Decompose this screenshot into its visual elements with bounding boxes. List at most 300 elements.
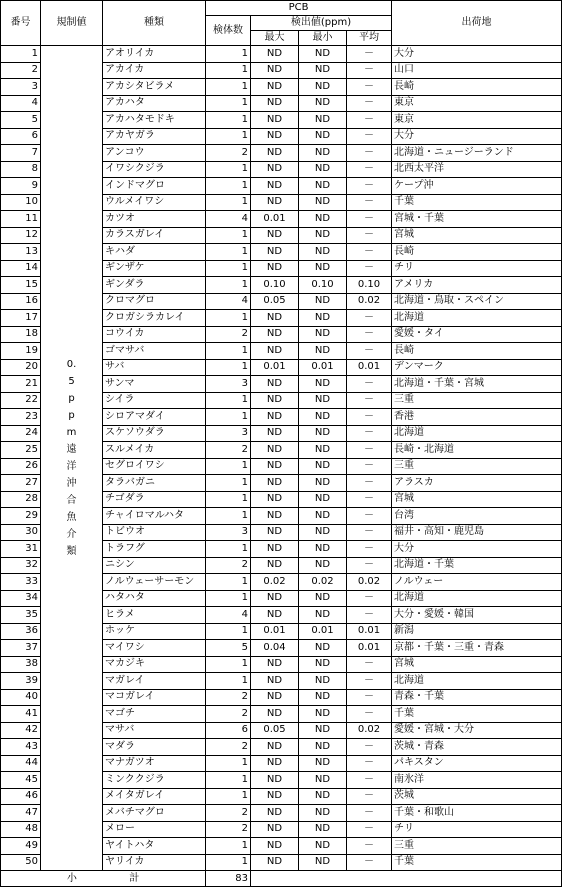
header-max: 最大 (251, 31, 299, 46)
cell-no: 33 (1, 574, 41, 591)
cell-origin: 東京 (392, 112, 562, 129)
cell-count: 1 (206, 508, 251, 525)
cell-no: 44 (1, 755, 41, 772)
cell-species: マコガレイ (103, 689, 206, 706)
cell-min: ND (299, 805, 347, 822)
cell-no: 5 (1, 112, 41, 129)
cell-max: ND (251, 112, 299, 129)
cell-origin: 長崎 (392, 79, 562, 96)
header-detected: 検出値(ppm) (251, 16, 392, 31)
cell-min: ND (299, 458, 347, 475)
cell-max: 0.10 (251, 277, 299, 294)
cell-avg: － (347, 475, 392, 492)
cell-min: 0.01 (299, 359, 347, 376)
cell-count: 1 (206, 161, 251, 178)
cell-min: ND (299, 178, 347, 195)
cell-species: キハダ (103, 244, 206, 261)
cell-count: 2 (206, 689, 251, 706)
cell-no: 30 (1, 524, 41, 541)
cell-no: 37 (1, 640, 41, 657)
cell-species: アカハタモドキ (103, 112, 206, 129)
cell-max: ND (251, 194, 299, 211)
cell-max: ND (251, 442, 299, 459)
cell-max: ND (251, 128, 299, 145)
cell-min: ND (299, 491, 347, 508)
cell-species: マガレイ (103, 673, 206, 690)
cell-avg: － (347, 211, 392, 228)
cell-min: ND (299, 260, 347, 277)
cell-max: ND (251, 772, 299, 789)
cell-no: 48 (1, 821, 41, 838)
cell-origin: ケープ沖 (392, 178, 562, 195)
subtotal-label-2: 計 (129, 872, 140, 884)
cell-max: ND (251, 524, 299, 541)
cell-count: 3 (206, 524, 251, 541)
cell-max: ND (251, 145, 299, 162)
cell-count: 1 (206, 541, 251, 558)
cell-avg: － (347, 838, 392, 855)
cell-max: ND (251, 607, 299, 624)
cell-avg: － (347, 145, 392, 162)
cell-origin: 山口 (392, 62, 562, 79)
cell-avg: － (347, 194, 392, 211)
cell-avg: － (347, 442, 392, 459)
cell-min: ND (299, 590, 347, 607)
header-count: 検体数 (206, 16, 251, 46)
cell-max: ND (251, 425, 299, 442)
cell-min: ND (299, 145, 347, 162)
cell-origin: 台湾 (392, 508, 562, 525)
cell-min: ND (299, 706, 347, 723)
cell-species: ヤリイカ (103, 854, 206, 871)
cell-no: 7 (1, 145, 41, 162)
cell-species: ウルメイワシ (103, 194, 206, 211)
cell-no: 17 (1, 310, 41, 327)
cell-no: 47 (1, 805, 41, 822)
cell-avg: － (347, 739, 392, 756)
cell-min: ND (299, 194, 347, 211)
subtotal-count: 83 (206, 871, 251, 887)
cell-count: 1 (206, 343, 251, 360)
header-species: 種類 (103, 1, 206, 46)
cell-no: 50 (1, 854, 41, 871)
cell-max: ND (251, 788, 299, 805)
cell-origin: 新潟 (392, 623, 562, 640)
cell-species: マカジキ (103, 656, 206, 673)
cell-species: ノルウェーサーモン (103, 574, 206, 591)
cell-max: ND (251, 376, 299, 393)
cell-avg: － (347, 706, 392, 723)
cell-species: ニシン (103, 557, 206, 574)
cell-species: アカヤガラ (103, 128, 206, 145)
cell-no: 49 (1, 838, 41, 855)
regulation-value: 0.5ppm遠洋沖合魚介類 (66, 359, 77, 557)
cell-count: 4 (206, 211, 251, 228)
cell-species: トビウオ (103, 524, 206, 541)
cell-count: 1 (206, 62, 251, 79)
cell-no: 40 (1, 689, 41, 706)
cell-origin: 北海道 (392, 310, 562, 327)
cell-origin: チリ (392, 821, 562, 838)
cell-species: ギンザケ (103, 260, 206, 277)
cell-no: 9 (1, 178, 41, 195)
regulation-value-cell (41, 46, 103, 871)
cell-max: ND (251, 79, 299, 96)
cell-count: 1 (206, 574, 251, 591)
cell-origin: 東京 (392, 95, 562, 112)
cell-species: チゴダラ (103, 491, 206, 508)
cell-avg: － (347, 524, 392, 541)
table-body (1, 46, 562, 871)
cell-count: 1 (206, 112, 251, 129)
cell-origin: 北海道 (392, 425, 562, 442)
cell-min: ND (299, 343, 347, 360)
cell-min: ND (299, 508, 347, 525)
cell-max: ND (251, 409, 299, 426)
cell-species: インドマグロ (103, 178, 206, 195)
cell-no: 23 (1, 409, 41, 426)
cell-count: 2 (206, 326, 251, 343)
cell-no: 31 (1, 541, 41, 558)
table-header (1, 1, 562, 46)
cell-no: 26 (1, 458, 41, 475)
cell-avg: － (347, 541, 392, 558)
cell-origin: 北西太平洋 (392, 161, 562, 178)
cell-species: サンマ (103, 376, 206, 393)
cell-avg: － (347, 161, 392, 178)
cell-max: ND (251, 260, 299, 277)
cell-count: 4 (206, 607, 251, 624)
cell-species: チャイロマルハタ (103, 508, 206, 525)
cell-no: 28 (1, 491, 41, 508)
cell-avg: － (347, 95, 392, 112)
cell-avg: － (347, 508, 392, 525)
cell-max: 0.01 (251, 211, 299, 228)
cell-count: 1 (206, 854, 251, 871)
cell-no: 34 (1, 590, 41, 607)
cell-origin: 大分 (392, 541, 562, 558)
cell-species: マナガツオ (103, 755, 206, 772)
cell-no: 29 (1, 508, 41, 525)
cell-min: ND (299, 524, 347, 541)
cell-avg: － (347, 755, 392, 772)
cell-min: ND (299, 607, 347, 624)
cell-avg: － (347, 343, 392, 360)
cell-no: 25 (1, 442, 41, 459)
cell-species: サバ (103, 359, 206, 376)
cell-count: 1 (206, 128, 251, 145)
cell-avg: － (347, 392, 392, 409)
cell-count: 1 (206, 623, 251, 640)
header-no: 番号 (1, 1, 41, 46)
cell-origin: 青森・千葉 (392, 689, 562, 706)
cell-species: メロー (103, 821, 206, 838)
cell-min: ND (299, 788, 347, 805)
cell-max: ND (251, 62, 299, 79)
cell-max: ND (251, 854, 299, 871)
cell-avg: － (347, 805, 392, 822)
cell-min: ND (299, 161, 347, 178)
cell-min: ND (299, 425, 347, 442)
cell-avg: － (347, 260, 392, 277)
cell-species: カラスガレイ (103, 227, 206, 244)
cell-origin: 長崎・北海道 (392, 442, 562, 459)
cell-origin: 千葉・和歌山 (392, 805, 562, 822)
cell-species: マサバ (103, 722, 206, 739)
cell-max: ND (251, 46, 299, 63)
header-avg: 平均 (347, 31, 392, 46)
cell-min: ND (299, 293, 347, 310)
cell-min: ND (299, 475, 347, 492)
subtotal-row (1, 871, 562, 887)
cell-count: 2 (206, 145, 251, 162)
subtotal-label-1: 小 (66, 872, 77, 884)
cell-min: ND (299, 821, 347, 838)
cell-no: 16 (1, 293, 41, 310)
cell-max: ND (251, 557, 299, 574)
cell-count: 6 (206, 722, 251, 739)
cell-max: ND (251, 508, 299, 525)
cell-species: タラバガニ (103, 475, 206, 492)
cell-avg: － (347, 656, 392, 673)
cell-species: コウイカ (103, 326, 206, 343)
cell-min: ND (299, 62, 347, 79)
cell-origin: ノルウェー (392, 574, 562, 591)
cell-no: 32 (1, 557, 41, 574)
table-row (1, 46, 562, 63)
cell-species: メイタガレイ (103, 788, 206, 805)
cell-species: ハタハタ (103, 590, 206, 607)
cell-max: ND (251, 739, 299, 756)
cell-origin: 北海道 (392, 590, 562, 607)
cell-max: ND (251, 161, 299, 178)
cell-min: ND (299, 326, 347, 343)
header-origin: 出荷地 (392, 1, 562, 46)
cell-origin: 香港 (392, 409, 562, 426)
cell-origin: 宮城 (392, 656, 562, 673)
cell-count: 1 (206, 409, 251, 426)
cell-origin: 三重 (392, 392, 562, 409)
cell-max: 0.02 (251, 574, 299, 591)
cell-avg: － (347, 326, 392, 343)
cell-min: ND (299, 838, 347, 855)
cell-avg: － (347, 62, 392, 79)
cell-species: アカハタ (103, 95, 206, 112)
cell-max: 0.01 (251, 359, 299, 376)
cell-min: ND (299, 722, 347, 739)
cell-min: ND (299, 755, 347, 772)
cell-avg: － (347, 772, 392, 789)
cell-max: ND (251, 491, 299, 508)
cell-species: メバチマグロ (103, 805, 206, 822)
cell-origin: 千葉 (392, 194, 562, 211)
cell-count: 3 (206, 376, 251, 393)
cell-avg: － (347, 425, 392, 442)
cell-min: ND (299, 409, 347, 426)
cell-min: ND (299, 673, 347, 690)
cell-no: 41 (1, 706, 41, 723)
cell-max: 0.05 (251, 722, 299, 739)
cell-min: ND (299, 46, 347, 63)
cell-min: ND (299, 112, 347, 129)
cell-no: 22 (1, 392, 41, 409)
cell-no: 42 (1, 722, 41, 739)
cell-species: アカシタビラメ (103, 79, 206, 96)
cell-no: 18 (1, 326, 41, 343)
header-pcb: PCB (206, 1, 392, 16)
cell-origin: 千葉 (392, 706, 562, 723)
cell-max: ND (251, 326, 299, 343)
cell-max: ND (251, 244, 299, 261)
cell-min: ND (299, 79, 347, 96)
cell-species: ギンダラ (103, 277, 206, 294)
cell-avg: 0.10 (347, 277, 392, 294)
cell-min: ND (299, 310, 347, 327)
cell-species: シロアマダイ (103, 409, 206, 426)
cell-min: ND (299, 557, 347, 574)
cell-count: 1 (206, 788, 251, 805)
cell-no: 27 (1, 475, 41, 492)
cell-avg: － (347, 689, 392, 706)
cell-max: ND (251, 475, 299, 492)
cell-count: 1 (206, 838, 251, 855)
cell-avg: － (347, 376, 392, 393)
cell-min: ND (299, 772, 347, 789)
cell-count: 1 (206, 491, 251, 508)
table-footer (1, 871, 562, 887)
cell-avg: 0.02 (347, 722, 392, 739)
header-regulation: 規制値 (41, 1, 103, 46)
cell-no: 36 (1, 623, 41, 640)
cell-origin: 千葉 (392, 854, 562, 871)
cell-species: アカイカ (103, 62, 206, 79)
cell-max: ND (251, 541, 299, 558)
cell-avg: － (347, 557, 392, 574)
cell-count: 1 (206, 194, 251, 211)
cell-count: 1 (206, 673, 251, 690)
cell-origin: 北海道・千葉 (392, 557, 562, 574)
subtotal-label-cell (1, 871, 206, 887)
cell-count: 1 (206, 590, 251, 607)
cell-avg: 0.01 (347, 640, 392, 657)
cell-count: 2 (206, 706, 251, 723)
cell-avg: － (347, 458, 392, 475)
header-min: 最小 (299, 31, 347, 46)
cell-origin: チリ (392, 260, 562, 277)
cell-no: 39 (1, 673, 41, 690)
cell-count: 1 (206, 392, 251, 409)
cell-species: ヒラメ (103, 607, 206, 624)
cell-species: ゴマサバ (103, 343, 206, 360)
cell-min: 0.02 (299, 574, 347, 591)
cell-avg: － (347, 673, 392, 690)
cell-avg: － (347, 178, 392, 195)
cell-no: 6 (1, 128, 41, 145)
cell-no: 2 (1, 62, 41, 79)
cell-count: 1 (206, 46, 251, 63)
cell-count: 1 (206, 260, 251, 277)
cell-origin: 大分・愛媛・韓国 (392, 607, 562, 624)
cell-origin: 北海道 (392, 673, 562, 690)
cell-count: 1 (206, 755, 251, 772)
cell-no: 8 (1, 161, 41, 178)
cell-origin: 長崎 (392, 343, 562, 360)
cell-species: スケソウダラ (103, 425, 206, 442)
cell-max: ND (251, 392, 299, 409)
cell-max: ND (251, 310, 299, 327)
cell-min: ND (299, 656, 347, 673)
cell-count: 1 (206, 277, 251, 294)
cell-species: シイラ (103, 392, 206, 409)
cell-origin: 愛媛・タイ (392, 326, 562, 343)
cell-origin: 南氷洋 (392, 772, 562, 789)
subtotal-blank (251, 871, 562, 887)
cell-no: 21 (1, 376, 41, 393)
cell-species: ミンククジラ (103, 772, 206, 789)
cell-count: 1 (206, 475, 251, 492)
cell-origin: 北海道・鳥取・スペイン (392, 293, 562, 310)
cell-min: ND (299, 541, 347, 558)
cell-avg: － (347, 244, 392, 261)
cell-origin: 愛媛・宮城・大分 (392, 722, 562, 739)
cell-min: 0.01 (299, 623, 347, 640)
cell-max: 0.01 (251, 623, 299, 640)
cell-count: 4 (206, 293, 251, 310)
cell-max: ND (251, 95, 299, 112)
cell-max: ND (251, 805, 299, 822)
cell-avg: － (347, 46, 392, 63)
cell-count: 1 (206, 178, 251, 195)
cell-avg: － (347, 128, 392, 145)
cell-avg: 0.02 (347, 293, 392, 310)
cell-max: ND (251, 656, 299, 673)
cell-no: 11 (1, 211, 41, 228)
cell-min: ND (299, 689, 347, 706)
cell-count: 1 (206, 359, 251, 376)
cell-max: 0.05 (251, 293, 299, 310)
cell-no: 46 (1, 788, 41, 805)
cell-max: ND (251, 838, 299, 855)
cell-avg: － (347, 79, 392, 96)
cell-avg: 0.02 (347, 574, 392, 591)
cell-avg: － (347, 590, 392, 607)
cell-count: 1 (206, 656, 251, 673)
cell-max: ND (251, 178, 299, 195)
cell-min: ND (299, 128, 347, 145)
cell-avg: － (347, 854, 392, 871)
cell-origin: パキスタン (392, 755, 562, 772)
cell-avg: － (347, 607, 392, 624)
cell-min: ND (299, 442, 347, 459)
cell-origin: 京都・千葉・三重・青森 (392, 640, 562, 657)
cell-origin: アメリカ (392, 277, 562, 294)
cell-max: ND (251, 227, 299, 244)
cell-count: 1 (206, 244, 251, 261)
cell-min: ND (299, 392, 347, 409)
cell-count: 5 (206, 640, 251, 657)
cell-species: マゴチ (103, 706, 206, 723)
cell-count: 1 (206, 95, 251, 112)
cell-min: ND (299, 376, 347, 393)
cell-count: 2 (206, 557, 251, 574)
cell-min: ND (299, 640, 347, 657)
cell-avg: 0.01 (347, 623, 392, 640)
cell-no: 13 (1, 244, 41, 261)
cell-count: 1 (206, 310, 251, 327)
cell-avg: － (347, 491, 392, 508)
cell-count: 1 (206, 772, 251, 789)
cell-no: 1 (1, 46, 41, 63)
